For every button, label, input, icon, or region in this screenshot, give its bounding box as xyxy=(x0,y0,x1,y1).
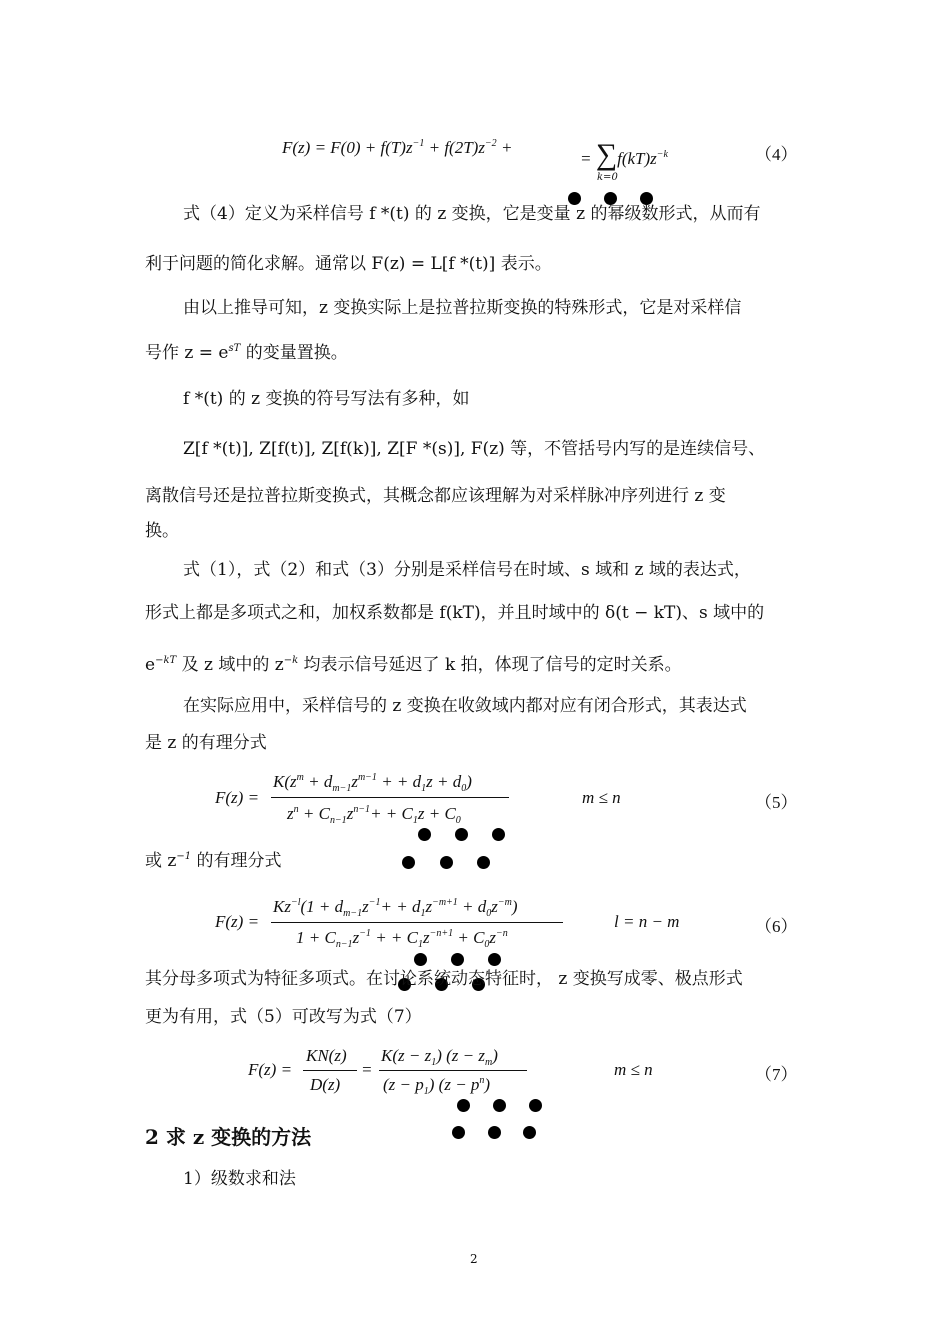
eq4 xyxy=(282,138,512,158)
para1-line2: 利于问题的简化求解。通常以 F(z) = L[f *(t)] 表示。 xyxy=(145,254,552,274)
para5-line1: 在实际应用中，采样信号的 z 变换在收敛域内都对应有闭合形式，其表达式 xyxy=(183,696,747,716)
eq6-number: （6） xyxy=(755,917,798,936)
eq4-sup: −k xyxy=(656,149,668,160)
section-heading xyxy=(145,1121,311,1150)
bullet-dot xyxy=(457,1099,470,1112)
eq6-lhs: F(z) = xyxy=(215,912,260,931)
page-number: 2 xyxy=(470,1252,478,1266)
t: z xyxy=(425,897,433,916)
t: −n xyxy=(496,928,508,939)
eq4-lhs: F(z) = F(0) + f(T)z xyxy=(282,138,413,157)
eq4-lower-limit: k=0 xyxy=(597,172,618,183)
t: 1 xyxy=(412,815,418,826)
t: z xyxy=(351,772,358,791)
t: + + d xyxy=(380,897,421,916)
t: −1 xyxy=(176,851,192,862)
t: 的有理分式 xyxy=(191,851,282,871)
eq5-condition: m ≤ n xyxy=(582,788,621,807)
para4-sup: −kT xyxy=(155,655,177,666)
t: 1 xyxy=(431,1057,437,1068)
t: −1 xyxy=(368,897,381,908)
para2-text: 号作 z = e xyxy=(145,343,229,363)
t: n−1 xyxy=(353,804,371,815)
bullet-dot xyxy=(440,856,453,869)
t: 0 xyxy=(484,939,490,950)
t: z xyxy=(352,928,360,947)
para2-line2 xyxy=(145,343,348,366)
eq6-denominator xyxy=(296,928,508,948)
t: −1 xyxy=(359,928,371,939)
t: m−1 xyxy=(343,908,363,919)
eq6-condition: l = n − m xyxy=(614,912,680,931)
t: + + C xyxy=(370,928,418,947)
t: z xyxy=(346,804,354,823)
bullet-dot xyxy=(455,828,468,841)
t: m−1 xyxy=(332,783,352,794)
para4-text: 均表示信号延迟了 k 拍，体现了信号的定时关系。 xyxy=(298,655,682,675)
t: K(z xyxy=(273,772,297,791)
t: 0 xyxy=(455,815,461,826)
t: (z − p xyxy=(383,1075,424,1094)
t: z xyxy=(489,928,497,947)
para6-line1: 其分母多项式为特征多项式。在讨论系统动态特征时， z 变换写成零、极点形式 xyxy=(145,969,743,989)
t: ) xyxy=(511,897,518,916)
eq4-rhs xyxy=(580,138,668,172)
t: 1 xyxy=(423,1086,429,1097)
t: ) xyxy=(484,1075,491,1094)
eq7-frac1-num: KN(z) xyxy=(306,1046,347,1065)
para3-line4: 换。 xyxy=(145,521,179,541)
eq5-denominator xyxy=(287,804,461,824)
t: Kz xyxy=(273,897,291,916)
eq7-frac1-den: D(z) xyxy=(310,1075,341,1094)
para4-line1: 式（1），式（2）和式（3）分别是采样信号在时域、s 域和 z 域的表达式， xyxy=(183,560,751,580)
t: n−1 xyxy=(335,939,353,950)
t: z + C xyxy=(417,804,456,823)
para4-text: 及 z 域中的 z xyxy=(176,655,284,675)
eq6-numerator xyxy=(273,897,518,917)
eq5-number: （5） xyxy=(755,793,798,812)
t: m xyxy=(296,772,304,783)
bullet-dot xyxy=(488,953,501,966)
bullet-dot xyxy=(523,1126,536,1139)
para4-sup: −k xyxy=(283,655,299,666)
t: z xyxy=(491,897,498,916)
t: z xyxy=(362,897,369,916)
t: −n+1 xyxy=(429,928,454,939)
or-line xyxy=(145,851,282,874)
para5-line2: 是 z 的有理分式 xyxy=(145,733,267,753)
eq7-lhs: F(z) = xyxy=(248,1060,293,1079)
fraction-bar xyxy=(303,1070,357,1071)
eq4-mid: + f(2T)z xyxy=(424,138,485,157)
fraction-bar xyxy=(271,797,509,798)
t: 0 xyxy=(461,783,467,794)
t: 或 z xyxy=(145,851,177,871)
eq4-number: （4） xyxy=(755,145,798,164)
t: 1 xyxy=(421,783,427,794)
para2-text: 的变量置换。 xyxy=(240,343,348,363)
para4-line3 xyxy=(145,655,682,678)
bullet-dot xyxy=(488,1126,501,1139)
t: + + C xyxy=(370,804,413,823)
sigma-symbol: ∑ xyxy=(595,138,618,171)
eq7-eq: = xyxy=(361,1060,373,1079)
t: (1 + d xyxy=(300,897,344,916)
eq5-lhs: F(z) = xyxy=(215,788,260,807)
eq7-condition: m ≤ n xyxy=(614,1060,653,1079)
para3-line3: 离散信号还是拉普拉斯变换式，其概念都应该理解为对采样脉冲序列进行 z 变 xyxy=(145,486,726,506)
t: 1 xyxy=(420,908,426,919)
t: −l xyxy=(290,897,301,908)
t: + C xyxy=(298,804,330,823)
t: + C xyxy=(453,928,485,947)
para1-line1: 式（4）定义为采样信号 f *(t) 的 z 变换，它是变量 z 的幂级数形式，从而有 xyxy=(183,204,761,224)
t: ) (z − p xyxy=(428,1075,480,1094)
subsection-title: 1）级数求和法 xyxy=(183,1169,296,1189)
bullet-dot xyxy=(492,828,505,841)
t: −m xyxy=(497,897,512,908)
section-title: 2 求 z 变换的方法 xyxy=(145,1125,312,1149)
para2-sup: sT xyxy=(228,343,241,354)
t: ) xyxy=(466,772,472,791)
t: 1 xyxy=(417,939,423,950)
bullet-dot xyxy=(414,953,427,966)
t: ) (z − z xyxy=(436,1046,485,1065)
para2-line1: 由以上推导可知，z 变换实际上是拉普拉斯变换的特殊形式，它是对采样信 xyxy=(183,298,742,318)
para3-line2: Z[f *(t)], Z[f(t)], Z[f(k)], Z[F *(s)], F(z) 等，不管括号内写的是连续信号、 xyxy=(183,439,766,459)
eq7-number: （7） xyxy=(755,1065,798,1084)
fraction-bar xyxy=(379,1070,527,1071)
para4-line2: 形式上都是多项式之和，加权系数都是 f(kT)，并且时域中的 δ(t − kT)、s 域中的 xyxy=(145,603,765,623)
eq7-frac2-num xyxy=(381,1046,498,1066)
bullet-dot xyxy=(477,856,490,869)
para4-text: e xyxy=(145,655,156,675)
t: n−1 xyxy=(329,815,347,826)
t: −m+1 xyxy=(432,897,458,908)
t: + d xyxy=(303,772,333,791)
bullet-dot xyxy=(418,828,431,841)
t: + + d xyxy=(376,772,422,791)
eq4-sumbody: f(kT)z xyxy=(617,149,657,168)
t: n xyxy=(479,1075,485,1086)
t: 0 xyxy=(486,908,492,919)
t: K(z − z xyxy=(381,1046,432,1065)
t: m−1 xyxy=(357,772,377,783)
eq4-eq: = xyxy=(580,149,596,168)
eq4-plus: + xyxy=(496,138,513,157)
t: z + d xyxy=(426,772,462,791)
bullet-dot xyxy=(493,1099,506,1112)
para6-line2: 更为有用，式（5）可改写为式（7） xyxy=(145,1007,422,1027)
eq4-sup: −2 xyxy=(484,138,497,149)
bullet-dot xyxy=(529,1099,542,1112)
fraction-bar xyxy=(271,922,563,923)
t: + d xyxy=(457,897,487,916)
t: n xyxy=(293,804,299,815)
para3-line1: f *(t) 的 z 变换的符号写法有多种，如 xyxy=(183,389,470,409)
t: ) xyxy=(492,1046,498,1065)
eq4-sup: −1 xyxy=(412,138,425,149)
t: z xyxy=(422,928,430,947)
eq5-numerator xyxy=(273,772,472,792)
bullet-dot xyxy=(402,856,415,869)
bullet-dot xyxy=(452,1126,465,1139)
eq7-frac2-den xyxy=(383,1075,490,1095)
t: z xyxy=(287,804,294,823)
bullet-dot xyxy=(451,953,464,966)
t: m xyxy=(484,1057,493,1068)
t: 1 + C xyxy=(296,928,336,947)
